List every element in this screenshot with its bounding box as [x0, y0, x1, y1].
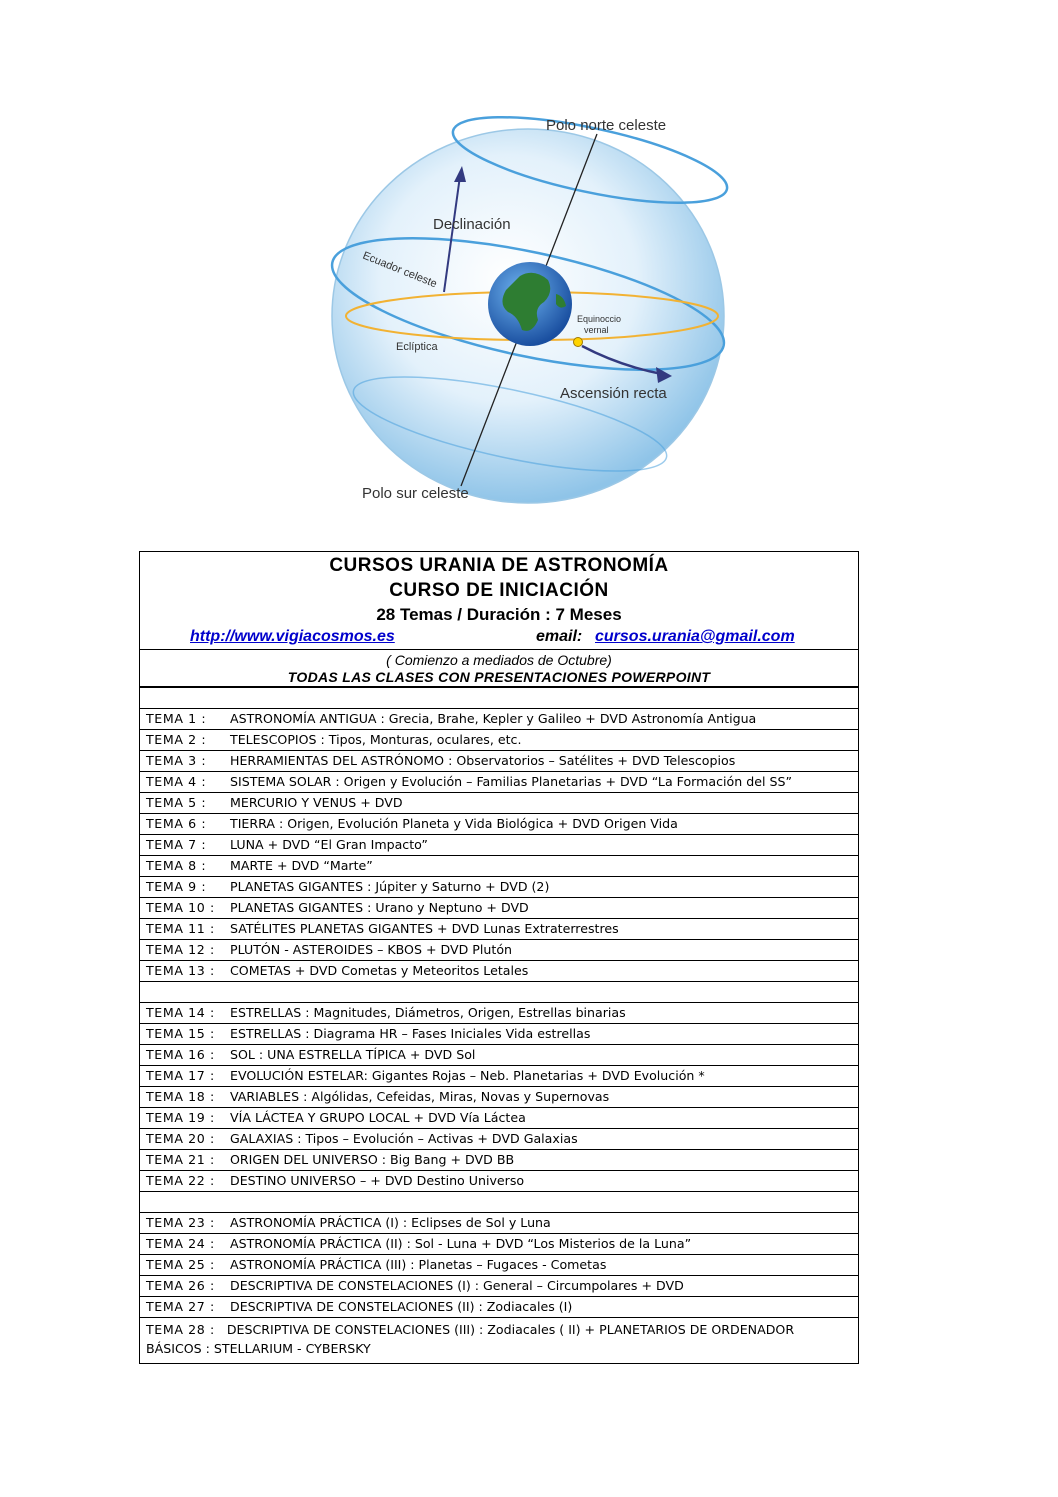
topic-row — [140, 1150, 858, 1171]
topic-title: HERRAMIENTAS DEL ASTRÓNOMO : Observatorios – Satélites + DVD Telescopios — [230, 753, 736, 768]
topic-title: VARIABLES : Algólidas, Cefeidas, Miras, Novas y Supernovas — [230, 1089, 610, 1104]
topic-title: ORIGEN DEL UNIVERSO : Big Bang + DVD BB — [230, 1152, 515, 1167]
topic-title: DESCRIPTIVA DE CONSTELACIONES (I) : General – Circumpolares + DVD — [230, 1278, 684, 1293]
topic-number: TEMA 6 : — [146, 816, 207, 831]
topic-number: TEMA 17 : — [146, 1068, 215, 1083]
topic-number: TEMA 2 : — [146, 732, 207, 747]
topic-row — [140, 730, 858, 751]
topic-title: ASTRONOMÍA ANTIGUA : Grecia, Brahe, Kepler y Galileo + DVD Astronomía Antigua — [230, 711, 757, 726]
topic-title: VÍA LÁCTEA Y GRUPO LOCAL + DVD Vía Láctea — [230, 1110, 526, 1125]
topic-number: TEMA 27 : — [146, 1299, 215, 1314]
topic-title: ASTRONOMÍA PRÁCTICA (III) : Planetas – Fugaces - Cometas — [230, 1257, 607, 1272]
topic-row — [140, 814, 858, 835]
topic-title: SATÉLITES PLANETAS GIGANTES + DVD Lunas Extraterrestres — [230, 921, 619, 936]
topic-title: COMETAS + DVD Cometas y Meteoritos Letales — [230, 963, 529, 978]
topic-row — [140, 961, 858, 982]
topic-row — [140, 877, 858, 898]
celestial-sphere-figure — [320, 104, 740, 504]
topic-row — [140, 1234, 858, 1255]
topic-title: TIERRA : Origen, Evolución Planeta y Vida Biológica + DVD Origen Vida — [230, 816, 678, 831]
topic-row — [140, 1171, 858, 1192]
topic-number: TEMA 12 : — [146, 942, 215, 957]
topic-row — [140, 1318, 858, 1358]
label-celestial-equator: Ecuador celeste — [360, 249, 439, 291]
topic-number: TEMA 7 : — [146, 837, 207, 852]
topic-row — [140, 751, 858, 772]
topic-title: SISTEMA SOLAR : Origen y Evolución – Familias Planetarias + DVD “La Formación del SS” — [230, 774, 792, 789]
topic-row — [140, 1024, 858, 1045]
topic-number: TEMA 28 : — [146, 1322, 215, 1337]
topic-number: TEMA 10 : — [146, 900, 215, 915]
topic-title: PLANETAS GIGANTES : Urano y Neptuno + DVD — [230, 900, 529, 915]
topic-number: TEMA 25 : — [146, 1257, 215, 1272]
topic-row — [140, 1045, 858, 1066]
topic-list — [140, 688, 858, 1358]
topic-row — [140, 1066, 858, 1087]
topic-number: TEMA 9 : — [146, 879, 207, 894]
course-title: CURSOS URANIA DE ASTRONOMÍA — [329, 555, 669, 576]
topic-title: TELESCOPIOS : Tipos, Monturas, oculares, etc. — [230, 732, 522, 747]
topic-row — [140, 1276, 858, 1297]
topic-title: DESCRIPTIVA DE CONSTELACIONES (II) : Zodiacales (I) — [230, 1299, 573, 1314]
topic-row — [140, 940, 858, 961]
course-header — [140, 552, 858, 650]
topic-row — [140, 772, 858, 793]
website-link[interactable]: http://www.vigiacosmos.es — [190, 628, 395, 645]
label-declination: Declinación — [433, 216, 511, 233]
label-ecliptic: Eclíptica — [396, 341, 438, 353]
topic-row — [140, 1108, 858, 1129]
topic-row — [140, 1003, 858, 1024]
topic-row — [140, 1087, 858, 1108]
spacer-row — [140, 982, 858, 1003]
topic-number: TEMA 16 : — [146, 1047, 215, 1062]
topic-number: TEMA 8 : — [146, 858, 207, 873]
course-subtitle: CURSO DE INICIACIÓN — [389, 580, 609, 601]
label-equinox-2: vernal — [584, 325, 609, 335]
email-link[interactable]: cursos.urania@gmail.com — [595, 628, 795, 645]
topic-title: PLUTÓN - ASTEROIDES – KBOS + DVD Plutón — [230, 942, 512, 957]
classes-note: TODAS LAS CLASES CON PRESENTACIONES POWERPOINT — [287, 669, 711, 685]
topic-number: TEMA 18 : — [146, 1089, 215, 1104]
label-equinox-1: Equinoccio — [577, 314, 622, 324]
topic-row — [140, 1255, 858, 1276]
vernal-equinox-point — [574, 338, 583, 347]
start-note: ( Comienzo a mediados de Octubre) — [386, 652, 612, 668]
topic-number: TEMA 15 : — [146, 1026, 215, 1041]
topic-number: TEMA 1 : — [146, 711, 207, 726]
course-notes — [140, 650, 858, 688]
spacer-row — [140, 1192, 858, 1213]
topic-number: TEMA 21 : — [146, 1152, 215, 1167]
topic-title: PLANETAS GIGANTES : Júpiter y Saturno + DVD (2) — [230, 879, 550, 894]
topic-row — [140, 709, 858, 730]
topic-row — [140, 835, 858, 856]
course-duration: 28 Temas / Duración : 7 Meses — [376, 605, 622, 624]
topic-title: ESTRELLAS : Diagrama HR – Fases Iniciales Vida estrellas — [230, 1026, 591, 1041]
spacer-row — [140, 688, 858, 709]
topic-title: EVOLUCIÓN ESTELAR: Gigantes Rojas – Neb. Planetarias + DVD Evolución * — [230, 1068, 705, 1083]
topic-row — [140, 1129, 858, 1150]
topic-title: SOL : UNA ESTRELLA TÍPICA + DVD Sol — [230, 1047, 476, 1062]
topic-title: GALAXIAS : Tipos – Evolución – Activas + DVD Galaxias — [230, 1131, 578, 1146]
celestial-sphere-diagram — [320, 104, 740, 504]
topic-title: MERCURIO Y VENUS + DVD — [230, 795, 403, 810]
topic-title: ESTRELLAS : Magnitudes, Diámetros, Origen, Estrellas binarias — [230, 1005, 626, 1020]
topic-number: TEMA 13 : — [146, 963, 215, 978]
topic-number: TEMA 11 : — [146, 921, 215, 936]
topic-number: TEMA 26 : — [146, 1278, 215, 1293]
topic-row — [140, 919, 858, 940]
topic-number: TEMA 4 : — [146, 774, 207, 789]
email-label: email: — [536, 628, 583, 645]
label-right-ascension: Ascensión recta — [560, 385, 667, 402]
course-table — [139, 551, 859, 1364]
topic-title: ASTRONOMÍA PRÁCTICA (II) : Sol - Luna + DVD “Los Misterios de la Luna” — [230, 1236, 692, 1251]
topic-number: TEMA 20 : — [146, 1131, 215, 1146]
topic-number: TEMA 5 : — [146, 795, 207, 810]
topic-row — [140, 1213, 858, 1234]
topic-row — [140, 1297, 858, 1318]
topic-title: MARTE + DVD “Marte” — [230, 858, 373, 873]
topic-number: TEMA 24 : — [146, 1236, 215, 1251]
topic-row — [140, 856, 858, 877]
contact-line — [140, 628, 858, 648]
topic-row — [140, 898, 858, 919]
topic-number: TEMA 14 : — [146, 1005, 215, 1020]
label-south-pole: Polo sur celeste — [362, 485, 469, 502]
topic-title: DESCRIPTIVA DE CONSTELACIONES (III) : Zodiacales ( II) + PLANETARIOS DE ORDENADOR BÁSICOS : STELLARIUM - CYBERSKY — [146, 1322, 795, 1356]
topic-number: TEMA 3 : — [146, 753, 207, 768]
topic-title: DESTINO UNIVERSO – + DVD Destino Universo — [230, 1173, 525, 1188]
topic-title: LUNA + DVD “El Gran Impacto” — [230, 837, 428, 852]
label-north-pole: Polo norte celeste — [546, 117, 667, 134]
topic-title: ASTRONOMÍA PRÁCTICA (I) : Eclipses de Sol y Luna — [230, 1215, 551, 1230]
topic-number: TEMA 23 : — [146, 1215, 215, 1230]
topic-row — [140, 793, 858, 814]
topic-number: TEMA 22 : — [146, 1173, 215, 1188]
topic-number: TEMA 19 : — [146, 1110, 215, 1125]
